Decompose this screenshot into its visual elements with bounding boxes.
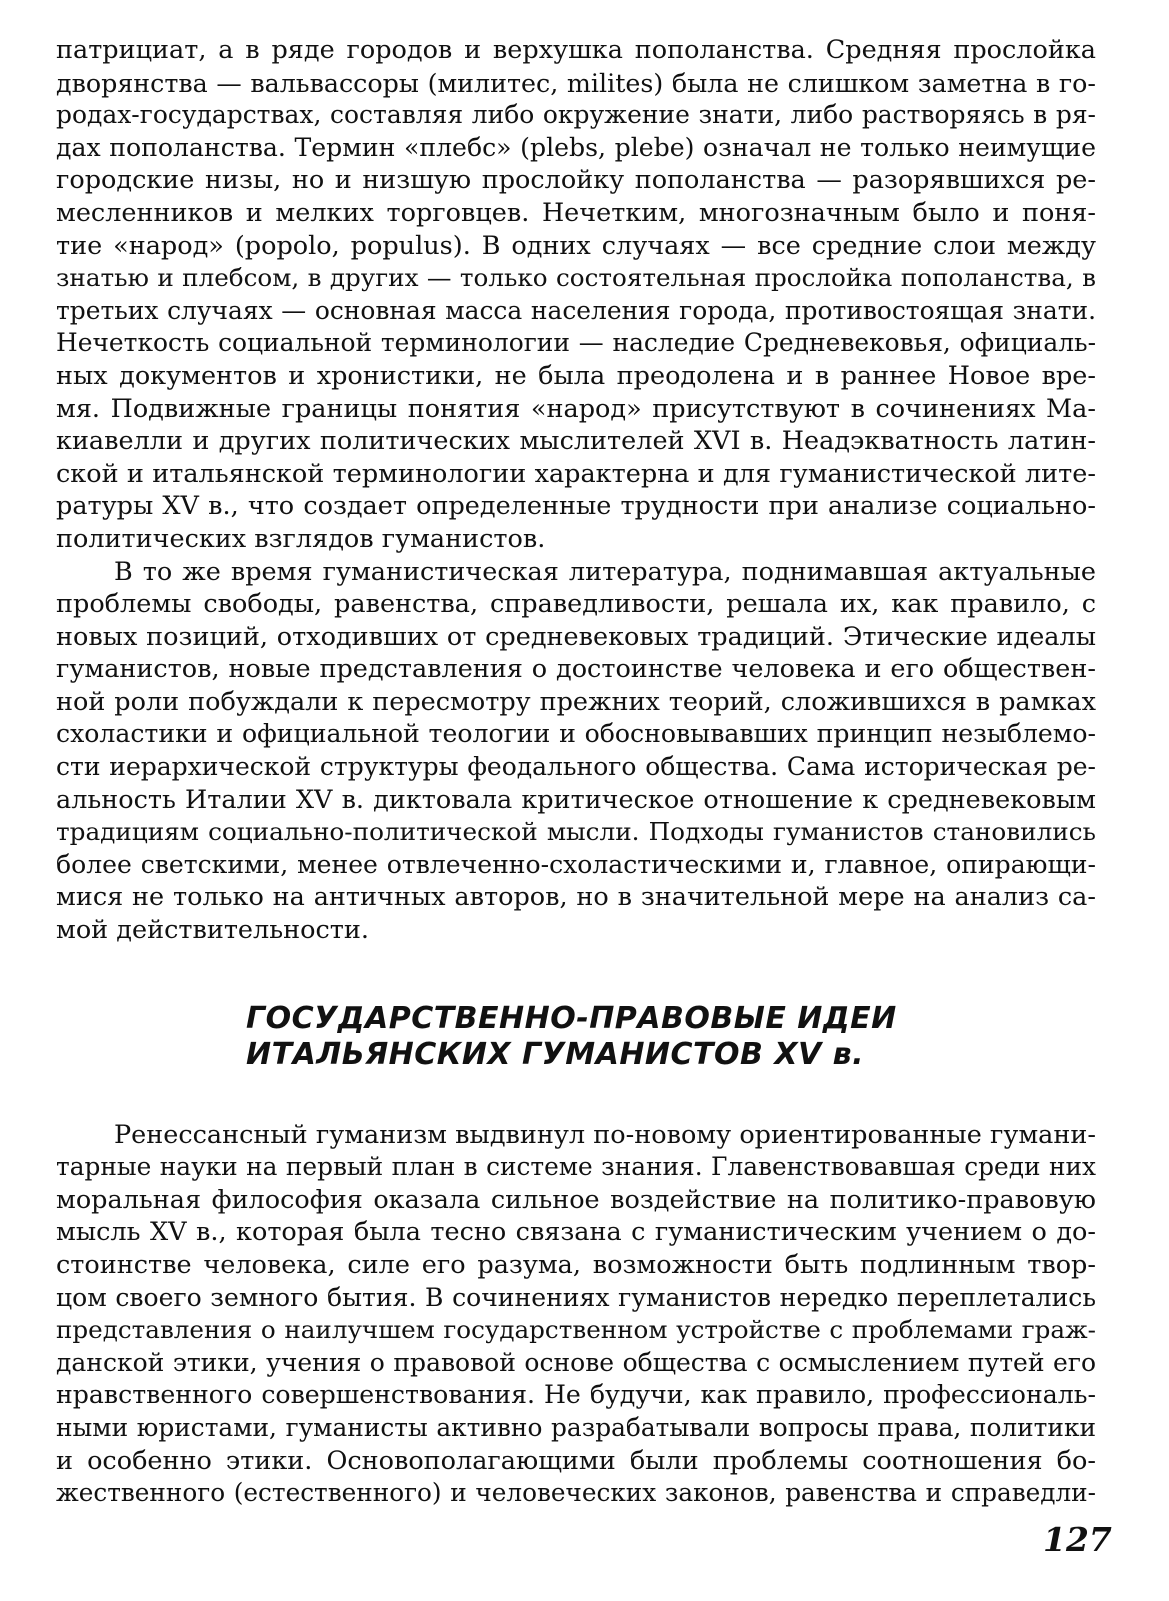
- text-line: ской и итальянской терминологии характерна и для гуманистической лите-: [56, 458, 1096, 489]
- text-line: дах пополанства. Термин «плебс» (plebs, plebe) означал не только неимущие: [56, 132, 1096, 162]
- section-heading-line: ИТАЛЬЯНСКИХ ГУМАНИСТОВ XV в.: [246, 1036, 864, 1072]
- text-line: патрициат, а в ряде городов и верхушка пополанства. Средняя прослойка: [56, 35, 1096, 65]
- text-line: жественного (естественного) и человеческих законов, равенства и справедли-: [56, 1478, 1096, 1508]
- text-line: альность Италии XV в. диктовала критическое отношение к средневековым: [56, 784, 1096, 815]
- text-line: третьих случаях — основная масса населения города, противостоящая знати.: [56, 295, 1096, 325]
- section-heading: [246, 1001, 1096, 1073]
- text-line: новых позиций, отходивших от средневековых традиций. Этические идеалы: [56, 621, 1096, 652]
- paragraph-1: [56, 34, 1096, 556]
- text-line: киавелли и других политических мыслителей XVI в. Неадэкватность латин-: [56, 426, 1096, 457]
- page-body: [56, 34, 1096, 1510]
- text-line: мися не только на античных авторов, но в значительной мере на анализ са-: [56, 882, 1096, 913]
- text-line: городские низы, но и низшую прослойку пополанства — разорявшихся ре-: [56, 165, 1096, 196]
- text-line: мысль XV в., которая была тесно связана с гуманистическим учением о до-: [56, 1217, 1096, 1248]
- text-line: Ренессансный гуманизм выдвинул по-новому ориентированные гумани-: [114, 1119, 1096, 1150]
- text-line: сти иерархической структуры феодального общества. Сама историческая ре-: [56, 752, 1096, 782]
- text-line: ных документов и хронистики, не была преодолена и в раннее Новое вре-: [56, 360, 1096, 391]
- text-line: тарные науки на первый план в системе знания. Главенствовавшая среди них: [56, 1152, 1096, 1182]
- text-line: схоластики и официальной теологии и обосновывавших принцип незыблемо-: [56, 719, 1096, 749]
- text-line: Нечеткость социальной терминологии — наследие Средневековья, официаль-: [56, 328, 1096, 358]
- section-heading-line: ГОСУДАРСТВЕННО-ПРАВОВЫЕ ИДЕИ: [246, 1000, 897, 1036]
- text-line: родах-государствах, составляя либо окружение знати, либо растворяясь в ря-: [56, 100, 1096, 130]
- text-line: В то же время гуманистическая литература, поднимавшая актуальные: [114, 556, 1096, 587]
- text-line: ной роли побуждали к пересмотру прежних теорий, сложившихся в рамках: [56, 686, 1096, 717]
- text-line: ратуры XV в., что создает определенные трудности при анализе социально-: [56, 491, 1096, 522]
- paragraph-3: [56, 1119, 1096, 1510]
- text-line: более светскими, менее отвлеченно-схоластическими и, главное, опирающи-: [56, 849, 1096, 879]
- text-line: дворянства — вальвассоры (милитес, milites) была не слишком заметна в го-: [56, 67, 1096, 98]
- text-line: мя. Подвижные границы понятия «народ» присутствуют в сочинениях Ма-: [56, 393, 1096, 424]
- text-line: гуманистов, новые представления о достоинстве человека и его обществен-: [56, 654, 1096, 685]
- text-line: нравственного совершенствования. Не будучи, как правило, профессиональ-: [56, 1380, 1096, 1410]
- text-line: знатью и плебсом, в других — только состоятельная прослойка пополанства, в: [56, 263, 1096, 293]
- text-line: и особенно этики. Основополагающими были проблемы соотношения бо-: [56, 1445, 1096, 1476]
- text-line: проблемы свободы, равенства, справедливости, решала их, как правило, с: [56, 589, 1096, 620]
- text-line: месленников и мелких торговцев. Нечетким, многозначным было и поня-: [56, 197, 1096, 228]
- text-line: моральная философия оказала сильное воздействие на политико-правовую: [56, 1184, 1096, 1215]
- text-line: традициям социально-политической мысли. Подходы гуманистов становились: [56, 817, 1096, 847]
- text-line: данской этики, учения о правовой основе общества с осмыслением путей его: [56, 1347, 1096, 1377]
- text-line: цом своего земного бытия. В сочинениях гуманистов нередко переплетались: [56, 1282, 1096, 1312]
- text-line: представления о наилучшем государственном устройстве с проблемами граж-: [56, 1315, 1096, 1345]
- paragraph-2: [56, 556, 1096, 947]
- text-line: политических взглядов гуманистов.: [56, 523, 546, 554]
- text-line: мой действительности.: [56, 915, 369, 946]
- page-number: 127: [1043, 1520, 1112, 1559]
- text-line: ными юристами, гуманисты активно разрабатывали вопросы права, политики: [56, 1412, 1096, 1442]
- text-line: тие «народ» (popolo, populus). В одних случаях — все средние слои между: [56, 230, 1096, 261]
- text-line: стоинстве человека, силе его разума, возможности быть подлинным твор-: [56, 1250, 1096, 1280]
